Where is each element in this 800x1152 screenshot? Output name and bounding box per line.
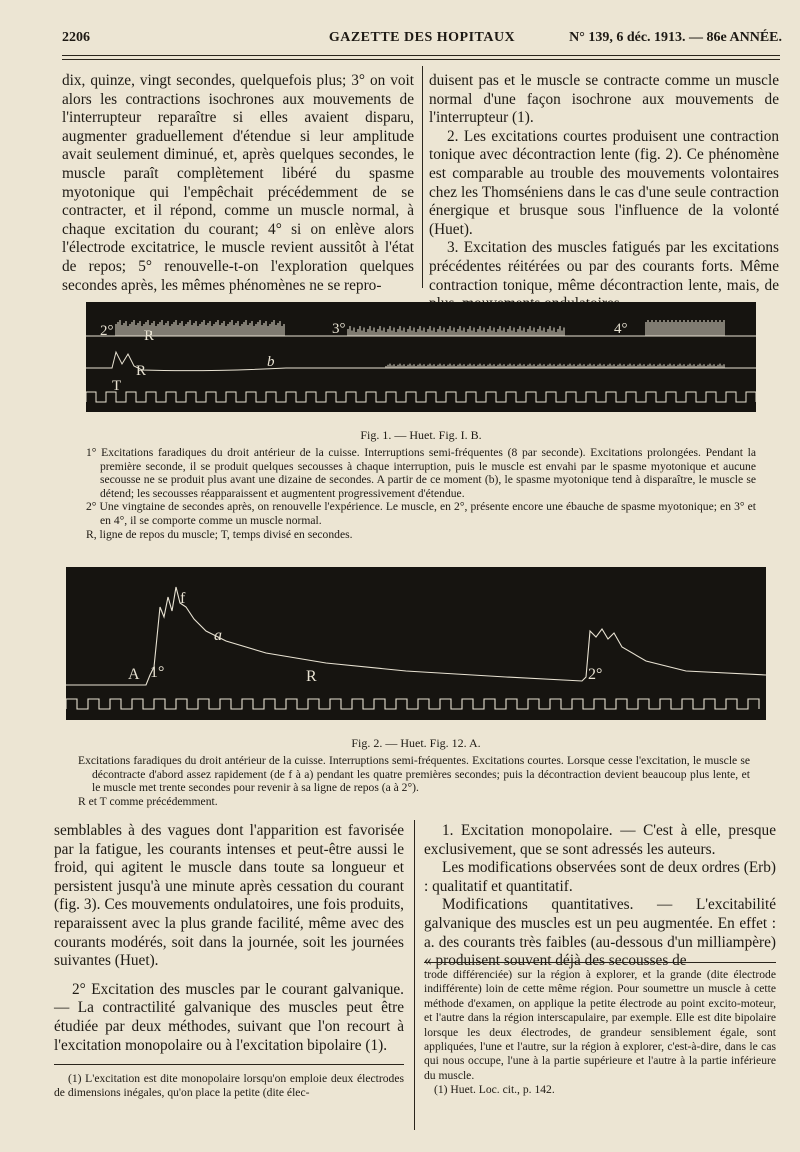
time-trace bbox=[86, 392, 756, 402]
paragraph: Les modifications observées sont de deux ordres (Erb) : qualitatif et quantitatif. bbox=[424, 859, 776, 895]
paragraph: duisent pas et le muscle se contracte comme un muscle normal d'une façon isochrone aux mouvements de l'interrupteur (1). bbox=[429, 72, 779, 127]
column-rule bbox=[414, 820, 415, 1130]
footnote-ref: (1) Huet. Loc. cit., p. 142. bbox=[434, 1083, 555, 1097]
caption-line: 2° Une vingtaine de secondes après, on renouvelle l'expérience. Le muscle, en 2°, présente encore une ébauche de spasme myotonique; en 3° et en 4°, il se comporte comme un muscle normal. bbox=[86, 500, 756, 527]
footnote-rule bbox=[424, 962, 776, 963]
paragraph: Modifications quantitatives. — L'excitabilité galvanique des muscles est un peu augmentée. En effet : a. des courants très faibles (au-dessous d'un milliampère) « produisent souvent déjà des secousses de bbox=[424, 896, 776, 970]
caption-line: R, ligne de repos du muscle; T, temps divisé en secondes. bbox=[86, 527, 353, 541]
label-R: R bbox=[306, 668, 317, 685]
footnote-text: trode différenciée) sur la région à explorer, et la grande (dite électrode indifférente) loin de cette même région. Pour soumettre un muscle à cette méthode d'examen, on applique la petite électrode au point excito-moteur, et l'autre dans la région interscapulaire, par exemple. Elle est dite bipolaire lorsque les deux électrodes, de grandeur sensiblement égale, sont appliquées, l'une et l'autre, sur la région à explorer, c'est-à-dire, dans le cas qui nous occupe, l'une à la partie supérieure et l'autre à la partie inférieure du muscle. bbox=[424, 968, 776, 1082]
journal-title: GAZETTE DES HOPITAUX bbox=[328, 30, 516, 45]
paragraph: semblables à des vagues dont l'apparition est favorisée par la fatigue, les courants intenses et peut-être aussi le froid, qui agitent le muscle dans toute sa longueur et persistent jusqu'à une minute après cessation du courant (fig. 3). Ces mouvements ondulatoires, une fois produits, reparaissent avec la plus grande facilité, même avec des courants modérés, soit dans la journée, soit les journées suivantes (Huet). bbox=[54, 822, 404, 970]
footnote-text: (1) L'excitation est dite monopolaire lorsqu'on emploie deux électrodes de dimensions inégales, qu'on place la petite (dite élec- bbox=[54, 1072, 404, 1100]
caption-line: Excitations faradiques du droit antérieur de la cuisse. Interruptions semi-fréquentes. Excitations courtes. Lorsque cesse l'excitation, le muscle se décontracte d'abord assez rapidement (de f à a) pendant les quatre premières secondes; puis la décontraction devient beaucoup plus lente, et le muscle met trente secondes pour revenir à sa ligne de repos (a à 2°). bbox=[78, 754, 750, 795]
figure-2-trace bbox=[66, 567, 766, 720]
muscle-trace bbox=[66, 587, 766, 685]
bottom-right-column bbox=[424, 822, 776, 971]
footnote-left bbox=[54, 1072, 404, 1101]
header-rule-2 bbox=[62, 59, 780, 60]
label-T: T bbox=[112, 378, 122, 394]
label-1: 1° bbox=[150, 664, 165, 681]
figure-1-title: Fig. 1. — Huet. Fig. I. B. bbox=[360, 428, 482, 442]
top-left-column bbox=[62, 72, 414, 295]
top-right-column bbox=[429, 72, 779, 314]
issue-info: N° 139, 6 déc. 1913. — 86e ANNÉE. bbox=[569, 30, 782, 45]
paragraph: 2° Excitation des muscles par le courant galvanique. — La contractilité galvanique des muscles peut être étudiée par deux méthodes, suivant que l'on recourt à l'excitation monopolaire ou à l'excitation bipolaire (1). bbox=[54, 980, 404, 1054]
page-number: 2206 bbox=[62, 30, 90, 45]
label-a: a bbox=[214, 627, 222, 644]
column-rule bbox=[422, 66, 423, 288]
caption-line: 1° Excitations faradiques du droit antérieur de la cuisse. Interruptions semi-fréquentes (8 par seconde). Excitations prolongées. Pendant la première seconde, il se produit quelques secousses à chaque interruption, puis le muscle est envahi par le spasme myotonique et aucune secousse ne se produit plus avant une dizaine de secondes. A partir de ce moment (b), le spasme myotonique tend à disparaître, le muscle se détend; les secousses réapparaissent et augmentent progressivement d'étendue. bbox=[86, 446, 756, 500]
label-A: A bbox=[128, 666, 140, 683]
muscle-trace-1 bbox=[86, 320, 756, 336]
label-2: 2° bbox=[588, 666, 603, 683]
label-2: 2° bbox=[100, 323, 114, 339]
time-trace bbox=[66, 699, 759, 709]
label-3: 3° bbox=[332, 321, 346, 337]
header-rule bbox=[62, 55, 780, 56]
figure-1-trace bbox=[86, 302, 756, 412]
label-f: f bbox=[180, 590, 186, 607]
muscle-trace-2 bbox=[86, 352, 756, 371]
paragraph: 3. Excitation des muscles fatigués par les excitations précédentes réitérées ou par des courants forts. Même contraction tonique, même décontraction lente, mais, de bbox=[429, 239, 779, 294]
paragraph: 2. Les excitations courtes produisent une contraction tonique avec décontraction lente (fig. 2). Ce phénomène est comparable au trouble des mouvements volontaires chez les Thomséniens dans le cas d'une seule contraction énergique et brusque sous l'influence de la volonté (Huet). bbox=[429, 127, 779, 238]
paragraph: dix, quinze, vingt secondes, quelquefois plus; 3° on voit alors les contractions isochrones aux mouvements de l'interrupteur reparaître si elles avaient disparu, augmenter graduellement d'étendue si leur amplitude avait seulement diminué, et, après quelques secondes, le muscle paraît complètement libéré du spasme myotonique qui l'empêchait précédemment de se contracter, et il répond, comme un muscle normal, à chaque excitation du courant; 4° si on enlève alors l'électrode excitatrice, le muscle revient aussitôt à l'état de repos; 5° renouvelle-t-on l'exploration quelques secondes après, les mêmes phénomènes ne se repro- bbox=[62, 72, 414, 294]
paragraph: 1. Excitation monopolaire. — C'est à elle, presque exclusivement, que se sont adressés les auteurs. bbox=[424, 822, 776, 858]
label-4: 4° bbox=[614, 321, 628, 337]
figure-2-caption bbox=[78, 754, 750, 808]
label-R: R bbox=[144, 328, 155, 344]
label-b: b bbox=[267, 354, 275, 370]
figure-1-caption bbox=[86, 446, 756, 541]
footnote-right bbox=[424, 968, 776, 1098]
footnote-rule bbox=[54, 1064, 404, 1065]
label-R-2: R bbox=[136, 363, 147, 379]
bottom-left-column bbox=[54, 822, 404, 1055]
page-header bbox=[62, 30, 782, 52]
caption-line: R et T comme précédemment. bbox=[78, 794, 218, 808]
figure-2-title: Fig. 2. — Huet. Fig. 12. A. bbox=[351, 736, 481, 750]
